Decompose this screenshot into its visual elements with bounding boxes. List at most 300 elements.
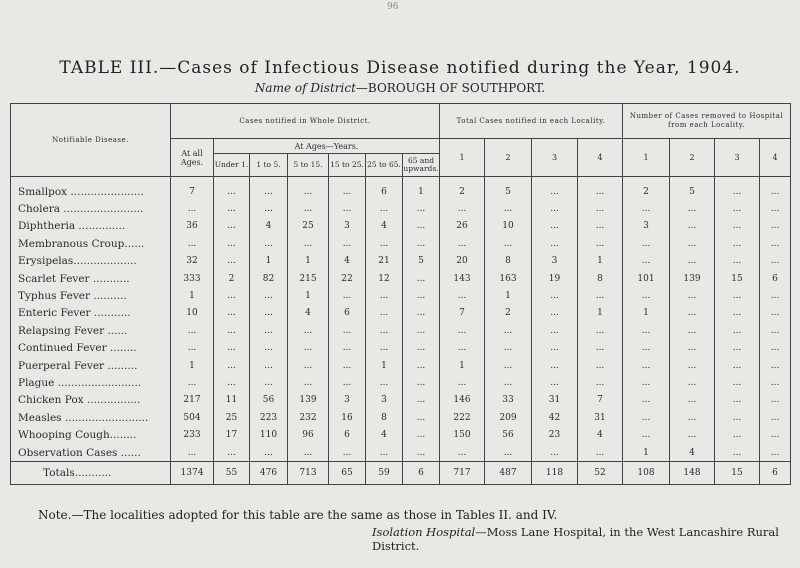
table-cell: ...	[250, 305, 288, 322]
table-cell: ...	[578, 322, 623, 339]
table-cell: ...	[670, 426, 715, 443]
totals-cell: 118	[532, 462, 578, 485]
header-removed-4: 4	[760, 139, 791, 177]
table-cell: ...	[578, 287, 623, 304]
table-cell: 7	[578, 392, 623, 409]
isolation-hospital-note	[372, 525, 800, 553]
disease-name: Relapsing Fever ......	[11, 322, 171, 339]
table-cell: ...	[214, 287, 250, 304]
table-cell: ...	[366, 374, 403, 391]
table-cell: ...	[715, 409, 760, 426]
table-cell: 2	[440, 177, 485, 201]
table-cell: ...	[760, 392, 791, 409]
table-cell: 21	[366, 253, 403, 270]
table-row	[11, 305, 791, 322]
table-cell: ...	[532, 444, 578, 462]
table-cell: ...	[760, 305, 791, 322]
table-cell: ...	[715, 305, 760, 322]
table-cell: 6	[760, 270, 791, 287]
table-row	[11, 444, 791, 462]
table-cell: ...	[715, 374, 760, 391]
table-row	[11, 200, 791, 217]
totals-cell: 52	[578, 462, 623, 485]
table-cell: ...	[760, 340, 791, 357]
header-removed-3: 3	[715, 139, 760, 177]
totals-cell: 476	[250, 462, 288, 485]
disease-name: Continued Fever ........	[11, 340, 171, 357]
table-cell: 215	[288, 270, 329, 287]
table-cell: ...	[288, 340, 329, 357]
disease-name: Smallpox ......................	[11, 177, 171, 201]
table-cell: 4	[578, 426, 623, 443]
table-row	[11, 409, 791, 426]
table-cell: ...	[670, 357, 715, 374]
table-cell: ...	[760, 218, 791, 235]
table-cell: ...	[670, 305, 715, 322]
header-disease: Notifiable Disease.	[11, 104, 171, 177]
table-cell: ...	[171, 374, 214, 391]
table-cell: 1	[485, 287, 532, 304]
table-cell: ...	[670, 392, 715, 409]
table-cell: ...	[250, 287, 288, 304]
table-cell: ...	[485, 357, 532, 374]
table-cell: ...	[623, 374, 670, 391]
table-cell: 1	[403, 177, 440, 201]
table-cell: 1	[623, 305, 670, 322]
table-cell: ...	[760, 287, 791, 304]
table-cell: ...	[578, 218, 623, 235]
table-cell: ...	[366, 287, 403, 304]
table-cell: ...	[623, 200, 670, 217]
table-cell: ...	[366, 322, 403, 339]
table-cell: ...	[485, 235, 532, 252]
table-cell: 1	[171, 287, 214, 304]
table-cell: 8	[578, 270, 623, 287]
header-age-5-15: 5 to 15.	[288, 154, 329, 177]
disease-name: Diphtheria ..............	[11, 218, 171, 235]
isolation-text: —Moss Lane Hospital, in the West Lancashire Rural District.	[372, 525, 779, 553]
table-cell: 146	[440, 392, 485, 409]
table-cell: ...	[715, 287, 760, 304]
table-cell: 3	[532, 253, 578, 270]
header-whole-district: Cases notified in Whole District.	[171, 104, 440, 139]
totals-row	[11, 462, 791, 485]
table-cell: ...	[288, 235, 329, 252]
table-row	[11, 357, 791, 374]
table-cell: ...	[288, 322, 329, 339]
disease-name: Typhus Fever ..........	[11, 287, 171, 304]
table-cell: ...	[532, 322, 578, 339]
table-cell: ...	[760, 426, 791, 443]
table-cell: ...	[403, 340, 440, 357]
table-cell: 32	[171, 253, 214, 270]
table-cell: ...	[329, 322, 366, 339]
table-cell: ...	[214, 305, 250, 322]
table-cell: 139	[288, 392, 329, 409]
table-cell: ...	[250, 374, 288, 391]
table-cell: ...	[670, 340, 715, 357]
table-cell: ...	[623, 253, 670, 270]
table-cell: ...	[532, 218, 578, 235]
table-title: TABLE III.—Cases of Infectious Disease notified during the Year, 1904.	[59, 58, 741, 78]
table-cell: ...	[670, 374, 715, 391]
table-cell: 12	[366, 270, 403, 287]
totals-cell: 6	[403, 462, 440, 485]
table-row	[11, 253, 791, 270]
header-age-1-5: 1 to 5.	[250, 154, 288, 177]
table-cell: ...	[578, 340, 623, 357]
table-cell: ...	[403, 305, 440, 322]
header-at-ages-years: At Ages—Years.	[214, 139, 440, 154]
table-cell: 4	[670, 444, 715, 462]
table-cell: ...	[250, 444, 288, 462]
table-cell: 7	[440, 305, 485, 322]
totals-cell: 15	[715, 462, 760, 485]
table-cell: ...	[623, 340, 670, 357]
table-cell: ...	[440, 322, 485, 339]
disease-name: Cholera ........................	[11, 200, 171, 217]
table-cell: 82	[250, 270, 288, 287]
table-cell: 15	[715, 270, 760, 287]
table-cell: ...	[440, 287, 485, 304]
table-cell: ...	[403, 426, 440, 443]
table-cell: ...	[403, 218, 440, 235]
totals-cell: 148	[670, 462, 715, 485]
table-cell: ...	[171, 340, 214, 357]
table-row	[11, 177, 791, 201]
table-row	[11, 322, 791, 339]
table-cell: 96	[288, 426, 329, 443]
table-cell: 10	[171, 305, 214, 322]
table-cell: ...	[715, 200, 760, 217]
table-cell: 2	[623, 177, 670, 201]
table-cell: ...	[578, 444, 623, 462]
table-cell: ...	[532, 305, 578, 322]
totals-cell: 1374	[171, 462, 214, 485]
table-cell: ...	[440, 235, 485, 252]
table-cell: ...	[532, 357, 578, 374]
table-body	[11, 177, 791, 462]
table-cell: 1	[623, 444, 670, 462]
table-cell: ...	[715, 253, 760, 270]
table-cell: ...	[214, 218, 250, 235]
table-cell: ...	[403, 374, 440, 391]
table-cell: 233	[171, 426, 214, 443]
table-cell: ...	[440, 340, 485, 357]
totals-cell: 108	[623, 462, 670, 485]
table-cell: ...	[288, 200, 329, 217]
table-cell: 333	[171, 270, 214, 287]
table-cell: ...	[214, 200, 250, 217]
table-cell: 1	[366, 357, 403, 374]
table-cell: 25	[288, 218, 329, 235]
table-cell: 33	[485, 392, 532, 409]
table-cell: 56	[250, 392, 288, 409]
table-subtitle	[0, 81, 800, 95]
table-cell: ...	[670, 218, 715, 235]
table-cell: ...	[715, 357, 760, 374]
table-cell: 7	[171, 177, 214, 201]
header-removed-2: 2	[670, 139, 715, 177]
table-cell: ...	[214, 253, 250, 270]
table-cell: ...	[670, 409, 715, 426]
table-cell: 504	[171, 409, 214, 426]
table-cell: ...	[532, 177, 578, 201]
table-cell: ...	[532, 374, 578, 391]
table-cell: 5	[403, 253, 440, 270]
table-cell: ...	[623, 287, 670, 304]
table-cell: 22	[329, 270, 366, 287]
table-cell: 19	[532, 270, 578, 287]
header-age-15-25: 15 to 25.	[329, 154, 366, 177]
totals-cell: 55	[214, 462, 250, 485]
table-cell: ...	[250, 340, 288, 357]
table-cell: 1	[288, 287, 329, 304]
subtitle-value: —BOROUGH OF SOUTHPORT.	[355, 81, 546, 95]
table-row	[11, 340, 791, 357]
table-cell: ...	[715, 340, 760, 357]
table-cell: 31	[532, 392, 578, 409]
header-locality-1: 1	[440, 139, 485, 177]
table-cell: ...	[760, 409, 791, 426]
table-cell: ...	[578, 357, 623, 374]
table-cell: ...	[715, 444, 760, 462]
table-cell: ...	[532, 200, 578, 217]
table-cell: 2	[214, 270, 250, 287]
header-age-65-up: 65 and upwards.	[403, 154, 440, 177]
table-cell: 4	[366, 218, 403, 235]
header-at-all-ages: At all Ages.	[171, 139, 214, 177]
table-cell: ...	[440, 444, 485, 462]
table-cell: ...	[288, 357, 329, 374]
disease-name: Plague .........................	[11, 374, 171, 391]
table-cell: ...	[171, 235, 214, 252]
table-cell: ...	[329, 444, 366, 462]
table-cell: 110	[250, 426, 288, 443]
table-cell: 150	[440, 426, 485, 443]
page-number: 96	[387, 2, 399, 12]
disease-name: Enteric Fever ...........	[11, 305, 171, 322]
table-cell: ...	[214, 322, 250, 339]
table-cell: 56	[485, 426, 532, 443]
header-each-locality: Total Cases notified in each Locality.	[440, 104, 623, 139]
table-cell: ...	[250, 200, 288, 217]
table-cell: ...	[250, 177, 288, 201]
table-cell: ...	[329, 235, 366, 252]
table-cell: ...	[532, 340, 578, 357]
table-cell: ...	[403, 444, 440, 462]
table-cell: ...	[329, 340, 366, 357]
table-cell: ...	[250, 322, 288, 339]
table-cell: ...	[623, 357, 670, 374]
table-cell: 4	[366, 426, 403, 443]
table-cell: 1	[250, 253, 288, 270]
table-cell: ...	[578, 177, 623, 201]
isolation-label: Isolation Hospital	[372, 525, 476, 539]
table-cell: 6	[329, 426, 366, 443]
table-cell: ...	[440, 200, 485, 217]
totals-cell: 6	[760, 462, 791, 485]
table-row	[11, 392, 791, 409]
table-cell: 4	[288, 305, 329, 322]
table-cell: ...	[760, 322, 791, 339]
table-cell: ...	[623, 426, 670, 443]
table-cell: 101	[623, 270, 670, 287]
table-cell: 3	[329, 392, 366, 409]
table-cell: 5	[485, 177, 532, 201]
table-cell: 143	[440, 270, 485, 287]
table-cell: ...	[670, 322, 715, 339]
table-cell: 42	[532, 409, 578, 426]
table-cell: 3	[329, 218, 366, 235]
table-cell: 4	[250, 218, 288, 235]
table-cell: 8	[485, 253, 532, 270]
table-cell: ...	[760, 235, 791, 252]
table-cell: ...	[403, 235, 440, 252]
table-cell: 20	[440, 253, 485, 270]
table-cell: ...	[403, 357, 440, 374]
table-cell: ...	[214, 177, 250, 201]
table-cell: ...	[171, 322, 214, 339]
table-cell: 222	[440, 409, 485, 426]
table-cell: ...	[366, 200, 403, 217]
table-cell: ...	[214, 444, 250, 462]
table-cell: ...	[403, 287, 440, 304]
table-cell: ...	[760, 200, 791, 217]
table-cell: 25	[214, 409, 250, 426]
table-cell: ...	[214, 235, 250, 252]
table-cell: ...	[403, 270, 440, 287]
table-cell: 2	[485, 305, 532, 322]
table-cell: 26	[440, 218, 485, 235]
header-age-under-1: Under 1.	[214, 154, 250, 177]
table-cell: 3	[623, 218, 670, 235]
table-cell: ...	[440, 374, 485, 391]
table-cell: ...	[366, 235, 403, 252]
disease-name: Observation Cases ......	[11, 444, 171, 462]
table-cell: ...	[250, 357, 288, 374]
disease-name: Erysipelas...................	[11, 253, 171, 270]
table-cell: ...	[214, 340, 250, 357]
disease-name: Membranous Croup......	[11, 235, 171, 252]
table-cell: 223	[250, 409, 288, 426]
header-removed-hospital: Number of Cases removed to Hospital from each Locality.	[623, 104, 791, 139]
table-cell: 163	[485, 270, 532, 287]
table-cell: ...	[670, 253, 715, 270]
disease-name: Chicken Pox ................	[11, 392, 171, 409]
table-cell: ...	[329, 374, 366, 391]
table-cell: ...	[214, 374, 250, 391]
table-cell: ...	[715, 322, 760, 339]
table-cell: ...	[171, 200, 214, 217]
table-cell: ...	[670, 235, 715, 252]
table-cell: ...	[366, 444, 403, 462]
table-cell: ...	[250, 235, 288, 252]
table-cell: ...	[623, 235, 670, 252]
table-cell: ...	[715, 218, 760, 235]
table-cell: 1	[288, 253, 329, 270]
table-cell: ...	[288, 444, 329, 462]
table-cell: 1	[578, 253, 623, 270]
table-row	[11, 426, 791, 443]
table-row	[11, 287, 791, 304]
table-cell: ...	[760, 177, 791, 201]
table-cell: 217	[171, 392, 214, 409]
table-cell: ...	[623, 409, 670, 426]
table-cell: ...	[532, 287, 578, 304]
table-cell: ...	[532, 235, 578, 252]
table-cell: 23	[532, 426, 578, 443]
table-cell: 1	[578, 305, 623, 322]
table-cell: ...	[485, 340, 532, 357]
table-cell: ...	[288, 374, 329, 391]
totals-cell: 59	[366, 462, 403, 485]
disease-name: Measles .........................	[11, 409, 171, 426]
table-cell: ...	[760, 444, 791, 462]
table-cell: ...	[288, 177, 329, 201]
table-cell: 1	[440, 357, 485, 374]
table-cell: ...	[623, 322, 670, 339]
table-cell: ...	[403, 200, 440, 217]
table-cell: ...	[715, 235, 760, 252]
table-cell: ...	[329, 287, 366, 304]
disease-name: Scarlet Fever ...........	[11, 270, 171, 287]
table-cell: 6	[366, 177, 403, 201]
header-age-25-65: 25 to 65.	[366, 154, 403, 177]
table-cell: 16	[329, 409, 366, 426]
totals-cell: 713	[288, 462, 329, 485]
table-cell: ...	[403, 322, 440, 339]
table-cell: ...	[578, 235, 623, 252]
header-locality-4: 4	[578, 139, 623, 177]
table-cell: 31	[578, 409, 623, 426]
table-cell: ...	[670, 200, 715, 217]
table-cell: ...	[485, 444, 532, 462]
disease-name: Puerperal Fever .........	[11, 357, 171, 374]
table-cell: 10	[485, 218, 532, 235]
table-cell: ...	[485, 322, 532, 339]
table-cell: 36	[171, 218, 214, 235]
table-cell: ...	[403, 409, 440, 426]
subtitle-label: Name of District	[254, 81, 356, 95]
table-cell: 139	[670, 270, 715, 287]
table-cell: ...	[670, 287, 715, 304]
table-row	[11, 374, 791, 391]
table-cell: ...	[715, 177, 760, 201]
table-cell: ...	[578, 200, 623, 217]
header-locality-2: 2	[485, 139, 532, 177]
header-removed-1: 1	[623, 139, 670, 177]
table-cell: ...	[485, 374, 532, 391]
table-cell: ...	[715, 392, 760, 409]
table-cell: ...	[760, 253, 791, 270]
table-cell: ...	[485, 200, 532, 217]
table-cell: 11	[214, 392, 250, 409]
table-cell: 5	[670, 177, 715, 201]
table-cell: 1	[171, 357, 214, 374]
totals-label: Totals...........	[11, 462, 171, 485]
table-cell: ...	[329, 357, 366, 374]
infectious-disease-table	[10, 103, 791, 485]
table-cell: 8	[366, 409, 403, 426]
table-cell: 17	[214, 426, 250, 443]
table-cell: 4	[329, 253, 366, 270]
table-row	[11, 270, 791, 287]
table-cell: 209	[485, 409, 532, 426]
table-cell: ...	[715, 426, 760, 443]
table-cell: ...	[329, 200, 366, 217]
totals-cell: 65	[329, 462, 366, 485]
